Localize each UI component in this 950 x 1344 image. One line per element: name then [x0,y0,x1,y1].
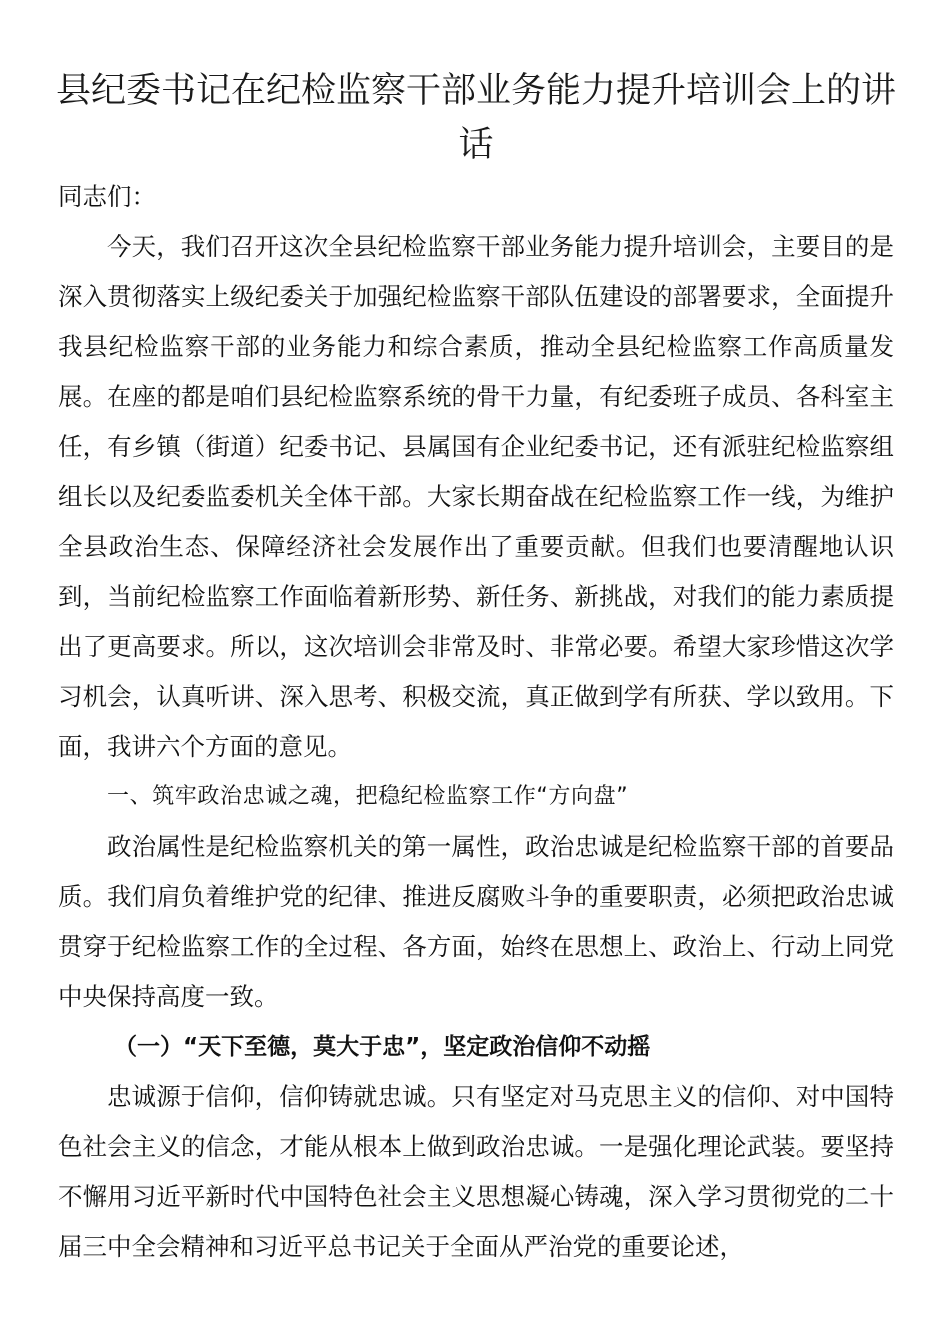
subsection-1-paragraph: 忠诚源于信仰，信仰铸就忠诚。只有坚定对马克思主义的信仰、对中国特色社会主义的信念，才能从根本上做到政治忠诚。一是强化理论武装。要坚持不懈用习近平新时代中国特色社会主义思想凝心铸魂，深入学习贯彻党的二十届三中全会精神和习近平总书记关于全面从严治党的重要论述， [58,1082,894,1261]
subsection-heading-1: （一）“天下至德，莫大于忠”，坚定政治信仰不动摇 [114,1034,651,1060]
section-heading-1: 一、筑牢政治忠诚之魂，把稳纪检监察工作“方向盘” [107,784,629,809]
greeting: 同志们： [58,182,156,211]
intro-paragraph: 今天，我们召开这次全县纪检监察干部业务能力提升培训会，主要目的是深入贯彻落实上级纪委关于加强纪检监察干部队伍建设的部署要求，全面提升我县纪检监察干部的业务能力和综合素质，推动全县纪检监察工作高质量发展。在座的都是咱们县纪检监察系统的骨干力量，有纪委班子成员、各科室主任，有乡镇（街道）纪委书记、县属国有企业纪委书记，还有派驻纪检监察组组长以及纪委监委机关全体干部。大家长期奋战在纪检监察工作一线，为维护全县政治生态、保障经济社会发展作出了重要贡献。但我们也要清醒地认识到，当前纪检监察工作面临着新形势、新任务、新挑战，对我们的能力素质提出了更高要求。所以，这次培训会非常及时、非常必要。希望大家珍惜这次学习机会，认真听讲、深入思考、积极交流，真正做到学有所获、学以致用。下面，我讲六个方面的意见。 [58,232,894,761]
document-title: 县纪委书记在纪检监察干部业务能力提升培训会上的讲话 [55,71,896,165]
section-1-paragraph: 政治属性是纪检监察机关的第一属性，政治忠诚是纪检监察干部的首要品质。我们肩负着维护党的纪律、推进反腐败斗争的重要职责，必须把政治忠诚贯穿于纪检监察工作的全过程、各方面，始终在思想上、政治上、行动上同党中央保持高度一致。 [58,832,894,1011]
document-page [55,64,896,1272]
